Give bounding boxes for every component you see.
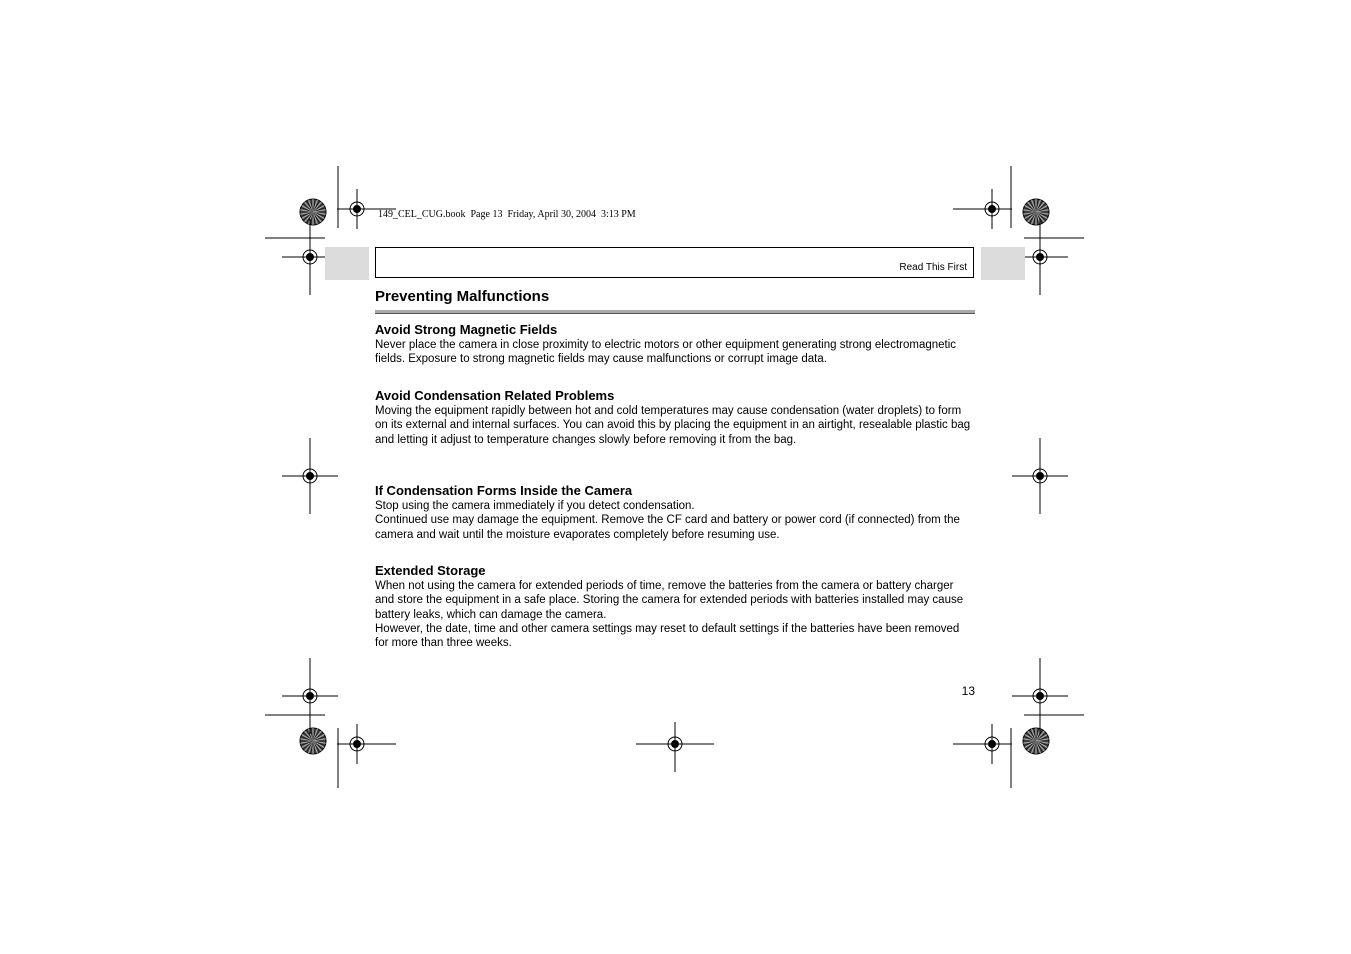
title-rule <box>375 310 975 314</box>
registration-target <box>1012 438 1068 514</box>
section-paragraph: Moving the equipment rapidly between hot and cold temperatures may cause condensation (water droplets) to form on its external and internal surfaces. You can avoid this by placing the equipment in an airtight, resealable plastic bag and letting it adjust to temperature changes slowly before removing it from the bag. <box>375 405 971 446</box>
section-heading: If Condensation Forms Inside the Camera <box>375 483 633 498</box>
right-gray-tab <box>981 247 1025 280</box>
registration-target <box>1012 658 1068 734</box>
section-condensation-inside <box>375 483 975 542</box>
color-starburst <box>1023 199 1049 225</box>
section-heading: Extended Storage <box>375 563 486 578</box>
page-title: Preventing Malfunctions <box>375 288 550 305</box>
color-starburst <box>300 728 326 754</box>
running-header-label: Read This First <box>899 262 967 273</box>
section-paragraph: However, the date, time and other camera settings may reset to default settings if the batteries have been removed for more than three weeks. <box>375 622 960 650</box>
registration-target <box>282 438 338 514</box>
color-starburst <box>300 199 326 225</box>
section-paragraph: Stop using the camera immediately if you detect condensation. <box>375 500 695 512</box>
registration-target <box>282 658 338 734</box>
section-paragraph: Continued use may damage the equipment. Remove the CF card and battery or power cord (if connected) from the camera and wait until the moisture evaporates completely before resuming use. <box>375 514 960 541</box>
section-paragraph: When not using the camera for extended periods of time, remove the batteries from the camera or battery charger and store the equipment in a safe place. Storing the camera for extended periods with batteries installed may cause battery leaks, which can damage the camera. <box>375 580 964 621</box>
section-heading: Avoid Condensation Related Problems <box>375 388 615 403</box>
section-heading: Avoid Strong Magnetic Fields <box>375 322 558 337</box>
running-header <box>375 247 974 278</box>
section-paragraph: Never place the camera in close proximity to electric motors or other equipment generating strong electromagnetic fields. Exposure to strong magnetic fields may cause malfunctions or corrupt image data. <box>375 339 957 366</box>
color-starburst <box>1023 728 1049 754</box>
left-gray-tab <box>325 247 369 280</box>
book-file-info: 149_CEL_CUG.book Page 13 Friday, April 30, 2004 3:13 PM <box>378 209 636 220</box>
section-extended-storage <box>375 563 975 650</box>
section-condensation-problems <box>375 388 975 447</box>
section-magnetic-fields <box>375 322 975 367</box>
page-number: 13 <box>961 684 975 698</box>
